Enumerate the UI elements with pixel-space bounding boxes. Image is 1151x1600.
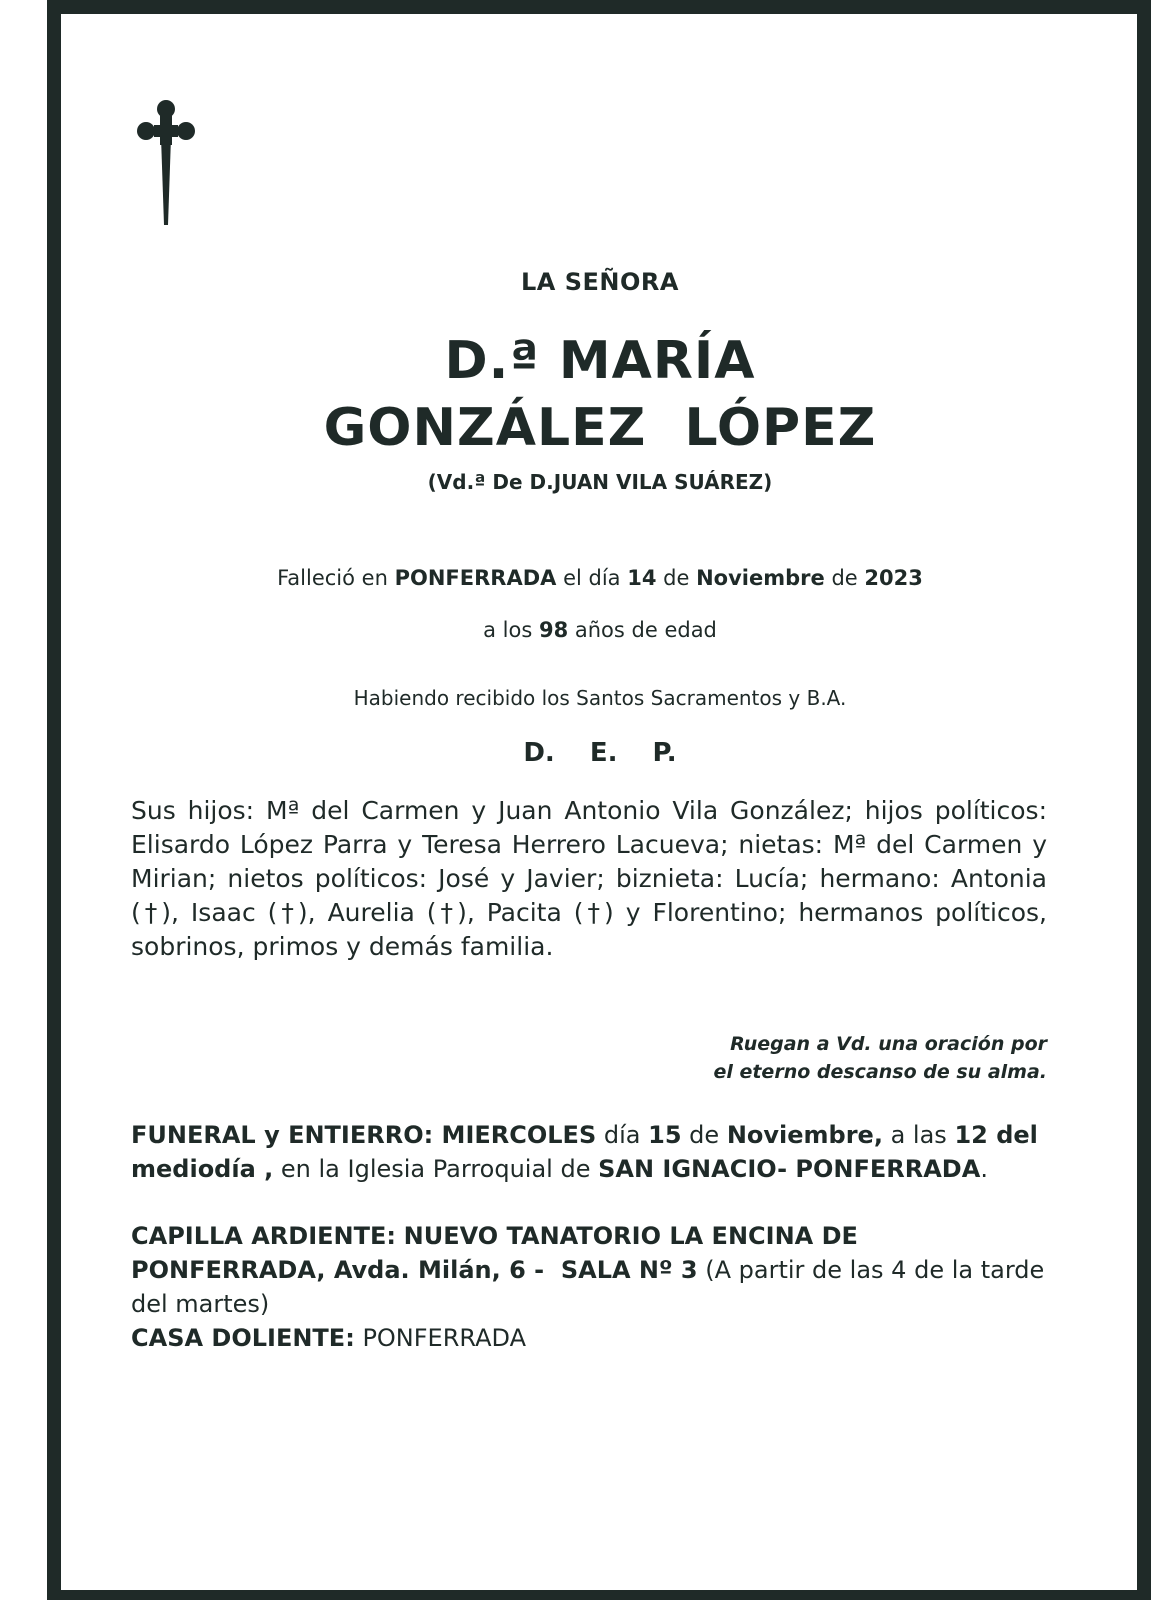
chapel-label: CAPILLA ARDIENTE: [131,1222,396,1250]
funeral-church-prefix: en la Iglesia Parroquial de [280,1155,591,1183]
funeral-label: FUNERAL y ENTIERRO: MIERCOLES [131,1121,597,1149]
deceased-name-first: D.ª MARÍA [444,331,756,391]
funeral-day: 15 [648,1121,682,1149]
prayer-request [600,1030,1047,1086]
dep-text: D. E. P. [523,738,677,768]
death-month: Noviembre [696,566,825,590]
chapel-note: (A partir de las 4 de la tarde del martes) [131,1256,1045,1318]
death-of1: de [663,566,690,590]
death-day-prefix: el día [563,566,621,590]
funeral-time: 12 del mediodía , [131,1121,1038,1183]
chapel-place: NUEVO TANATORIO LA ENCINA DE PONFERRADA, Avda. Milán, 6 - SALA Nº 3 [131,1222,867,1284]
cross-icon [134,97,198,233]
age-line [62,618,1138,642]
funeral-end: . [980,1155,988,1183]
chapel-info [131,1219,1051,1321]
death-of2: de [831,566,858,590]
age-suffix: años de edad [574,618,717,642]
deceased-name-last: GONZÁLEZ LÓPEZ [323,398,877,458]
funeral-time-prefix: a las [890,1121,947,1149]
funeral-of: de [689,1121,720,1149]
death-place: PONFERRADA [394,566,557,590]
house-label: CASA DOLIENTE: [131,1324,355,1352]
funeral-church: SAN IGNACIO- PONFERRADA [598,1155,981,1183]
sacraments-line: Habiendo recibido los Santos Sacramentos y B.A. [353,686,847,710]
honorific: LA SEÑORA [521,268,679,296]
death-year: 2023 [864,566,923,590]
prayer-line-1: Ruegan a Vd. una oración por [730,1033,1047,1055]
prayer-line-2: el eterno descanso de su alma. [713,1061,1047,1083]
funeral-month: Noviembre, [726,1121,883,1149]
house-value: PONFERRADA [362,1324,526,1352]
age-years: 98 [538,618,569,642]
death-prefix: Falleció en [277,566,388,590]
widow-note: (Vd.ª De D.JUAN VILA SUÁREZ) [427,470,773,494]
funeral-info [131,1118,1051,1186]
death-line [62,566,1138,590]
family-paragraph: Sus hijos: Mª del Carmen y Juan Antonio Vila González; hijos políticos: Elisardo López Parra y Teresa Herrero Lacueva; nietas: Mª del Carmen y Mirian; nietos políticos: José y Javier; biznieta: Lucía; hermano: Antonia (†), Isaac (†), Aurelia (†), Pacita (†) y Florentino; hermanos políticos, sobrinos, primos y demás familia. [131,796,1047,961]
death-day: 14 [627,566,657,590]
funeral-day-prefix: día [603,1121,641,1149]
age-prefix: a los [483,618,533,642]
house-info [131,1321,1051,1355]
